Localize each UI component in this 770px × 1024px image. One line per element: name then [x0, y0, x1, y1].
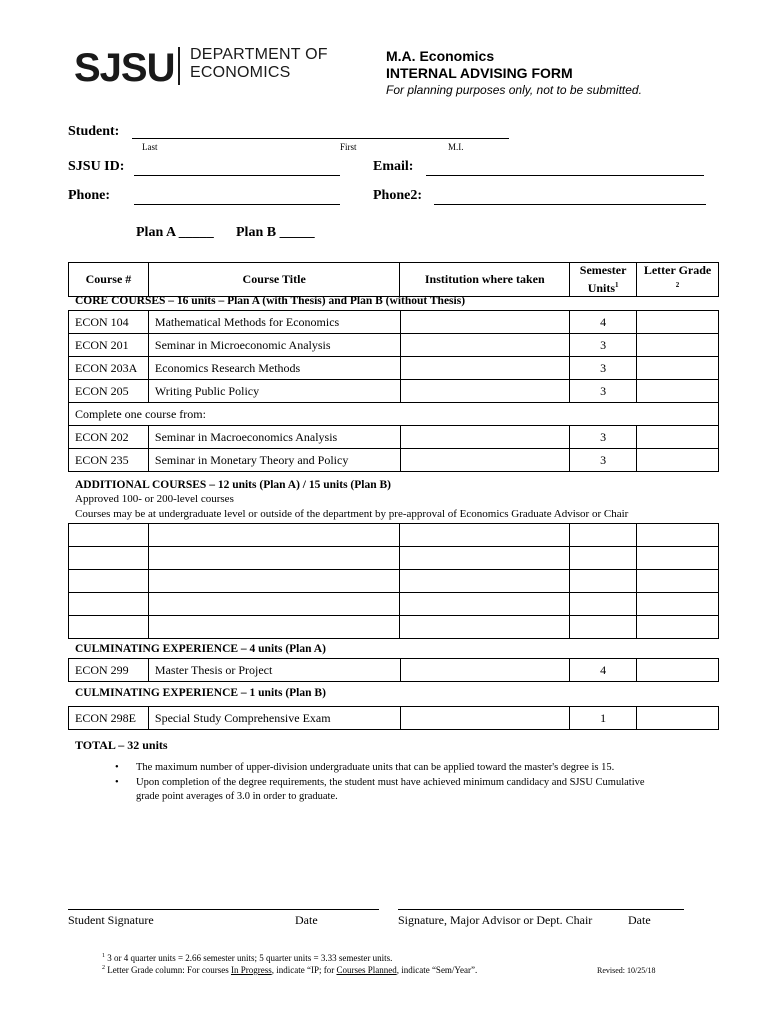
grade-cell[interactable]	[637, 616, 719, 639]
department-name	[190, 46, 328, 82]
department-line-1: DEPARTMENT OF	[190, 46, 328, 63]
institution-cell[interactable]	[400, 380, 570, 403]
course-number: ECON 201	[69, 334, 149, 357]
grade-cell[interactable]	[637, 334, 719, 357]
institution-cell[interactable]	[400, 524, 570, 547]
grade-cell[interactable]	[637, 659, 719, 682]
student-signature-line[interactable]	[68, 909, 379, 910]
course-title: Seminar in Monetary Theory and Policy	[148, 449, 400, 472]
course-title: Economics Research Methods	[148, 357, 400, 380]
course-number-cell[interactable]	[69, 547, 149, 570]
course-title: Writing Public Policy	[148, 380, 400, 403]
institution-cell[interactable]	[400, 570, 570, 593]
institution-cell[interactable]	[400, 311, 570, 334]
course-units: 3	[570, 357, 637, 380]
total-units: TOTAL – 32 units	[75, 738, 168, 752]
course-number: ECON 104	[69, 311, 149, 334]
sjsu-id-field[interactable]	[134, 175, 340, 176]
bullet-item: The maximum number of upper-division undergraduate units that can be applied toward the master's degree is 15.	[136, 762, 615, 773]
grade-cell[interactable]	[637, 380, 719, 403]
course-units: 3	[570, 449, 637, 472]
course-title: Master Thesis or Project	[148, 659, 400, 682]
table-row	[69, 570, 719, 593]
grade-cell[interactable]	[637, 357, 719, 380]
table-row	[69, 449, 719, 472]
grade-cell[interactable]	[637, 311, 719, 334]
course-number-header: Course #	[69, 263, 149, 297]
table-row	[69, 659, 719, 682]
department-line-2: ECONOMICS	[190, 64, 291, 81]
course-number: ECON 203A	[69, 357, 149, 380]
advisor-signature-label: Signature, Major Advisor or Dept. Chair	[398, 913, 593, 927]
institution-cell[interactable]	[400, 547, 570, 570]
culminating-plan-a-heading: CULMINATING EXPERIENCE – 4 units (Plan A)	[75, 643, 326, 655]
institution-cell[interactable]	[400, 426, 570, 449]
institution-cell[interactable]	[400, 659, 570, 682]
institution-cell[interactable]	[400, 357, 570, 380]
institution-cell[interactable]	[400, 616, 570, 639]
course-number: ECON 205	[69, 380, 149, 403]
table-row	[69, 380, 719, 403]
phone-field[interactable]	[134, 204, 340, 205]
bullet-icon: •	[115, 777, 119, 788]
course-number: ECON 202	[69, 426, 149, 449]
course-title: Special Study Comprehensive Exam	[148, 707, 400, 730]
plan-b-field[interactable]: Plan B _____	[236, 225, 315, 240]
table-row	[69, 593, 719, 616]
course-title-cell[interactable]	[148, 570, 400, 593]
form-subtitle: For planning purposes only, not to be submitted.	[386, 83, 642, 97]
grade-cell[interactable]	[637, 547, 719, 570]
phone2-field[interactable]	[434, 204, 706, 205]
first-name-caption: First	[340, 142, 357, 152]
table-row	[69, 524, 719, 547]
course-number-cell[interactable]	[69, 593, 149, 616]
culminating-plan-a-table	[68, 658, 719, 682]
letter-grade-header: Letter Grade $^2$	[637, 263, 719, 297]
course-units: 4	[570, 311, 637, 334]
student-signature-label: Student Signature	[68, 913, 154, 927]
complete-one-course-note: Complete one course from:	[69, 403, 719, 426]
table-row	[69, 426, 719, 449]
institution-cell[interactable]	[400, 707, 570, 730]
bullet-icon: •	[115, 762, 119, 773]
course-number: ECON 298E	[69, 707, 149, 730]
form-title-line-2: INTERNAL ADVISING FORM	[386, 65, 573, 81]
grade-cell[interactable]	[637, 524, 719, 547]
table-row	[69, 707, 719, 730]
course-title: Seminar in Macroeconomics Analysis	[148, 426, 400, 449]
course-title-cell[interactable]	[148, 524, 400, 547]
revised-date: Revised: 10/25/18	[597, 966, 656, 975]
course-title: Mathematical Methods for Economics	[148, 311, 400, 334]
table-row	[69, 403, 719, 426]
email-field[interactable]	[426, 175, 704, 176]
institution-cell[interactable]	[400, 334, 570, 357]
course-number-cell[interactable]	[69, 524, 149, 547]
student-label: Student:	[68, 124, 120, 139]
units-cell[interactable]	[570, 524, 637, 547]
form-title	[386, 48, 573, 82]
middle-initial-caption: M.I.	[448, 142, 464, 152]
logo-divider	[178, 47, 180, 85]
footnote-1: $^1$ 3 or 4 quarter units = 2.66 semester units; 5 quarter units = 3.33 semester units.	[102, 953, 393, 963]
table-row	[69, 334, 719, 357]
grade-cell[interactable]	[637, 570, 719, 593]
units-cell[interactable]	[570, 547, 637, 570]
course-title-cell[interactable]	[148, 616, 400, 639]
units-cell[interactable]	[570, 593, 637, 616]
grade-cell[interactable]	[637, 707, 719, 730]
institution-cell[interactable]	[400, 593, 570, 616]
core-courses-heading: CORE COURSES – 16 units – Plan A (with Thesis) and Plan B (without Thesis)	[75, 295, 466, 307]
culminating-plan-b-table	[68, 706, 719, 730]
table-row	[69, 311, 719, 334]
culminating-plan-b-heading: CULMINATING EXPERIENCE – 1 units (Plan B)	[75, 687, 326, 699]
core-courses-table	[68, 310, 719, 472]
phone-label: Phone:	[68, 188, 110, 203]
table-row	[69, 547, 719, 570]
course-number-cell[interactable]	[69, 616, 149, 639]
units-cell[interactable]	[570, 570, 637, 593]
course-title-cell[interactable]	[148, 593, 400, 616]
grade-cell[interactable]	[637, 426, 719, 449]
table-header	[68, 262, 719, 297]
additional-note-2: Courses may be at undergraduate level or outside of the department by pre-approval of Economics Graduate Advisor or Chair	[75, 508, 629, 520]
course-units: 3	[570, 380, 637, 403]
bullet-item: Upon completion of the degree requirements, the student must have achieved minimum candidacy and SJSU Cumulative grade point averages of 3.0 in order to graduate.	[136, 777, 645, 802]
institution-cell[interactable]	[400, 449, 570, 472]
course-title-header: Course Title	[148, 263, 399, 297]
plan-a-field[interactable]: Plan A _____	[136, 225, 214, 240]
course-number: ECON 235	[69, 449, 149, 472]
additional-courses-table	[68, 523, 719, 639]
course-units: 1	[570, 707, 637, 730]
grade-cell[interactable]	[637, 593, 719, 616]
course-units: 3	[570, 334, 637, 357]
grade-cell[interactable]	[637, 449, 719, 472]
course-number-cell[interactable]	[69, 570, 149, 593]
form-title-line-1: M.A. Economics	[386, 48, 495, 64]
semester-units-header: Semester Units$^1$	[570, 263, 637, 297]
units-cell[interactable]	[570, 616, 637, 639]
table-row	[69, 616, 719, 639]
institution-header: Institution where taken	[400, 263, 570, 297]
student-date-label: Date	[295, 913, 318, 927]
additional-note-1: Approved 100- or 200-level courses	[75, 493, 234, 505]
advisor-signature-line[interactable]	[398, 909, 684, 910]
last-name-caption: Last	[142, 142, 158, 152]
course-title-cell[interactable]	[148, 547, 400, 570]
course-units: 3	[570, 426, 637, 449]
course-units: 4	[570, 659, 637, 682]
phone2-label: Phone2:	[373, 188, 422, 203]
course-number: ECON 299	[69, 659, 149, 682]
advisor-date-label: Date	[628, 913, 651, 927]
sjsu-logo: SJSU	[74, 46, 175, 90]
additional-courses-heading: ADDITIONAL COURSES – 12 units (Plan A) / 15 units (Plan B)	[75, 479, 391, 491]
sjsu-id-label: SJSU ID:	[68, 159, 125, 174]
course-title: Seminar in Microeconomic Analysis	[148, 334, 400, 357]
student-name-field[interactable]	[132, 138, 509, 139]
table-row	[69, 357, 719, 380]
email-label: Email:	[373, 159, 414, 174]
footnote-2: $^2$ Letter Grade column: For courses In Progress, indicate “IP; for Courses Planned, indicate “Sem/Year”.	[102, 965, 478, 975]
